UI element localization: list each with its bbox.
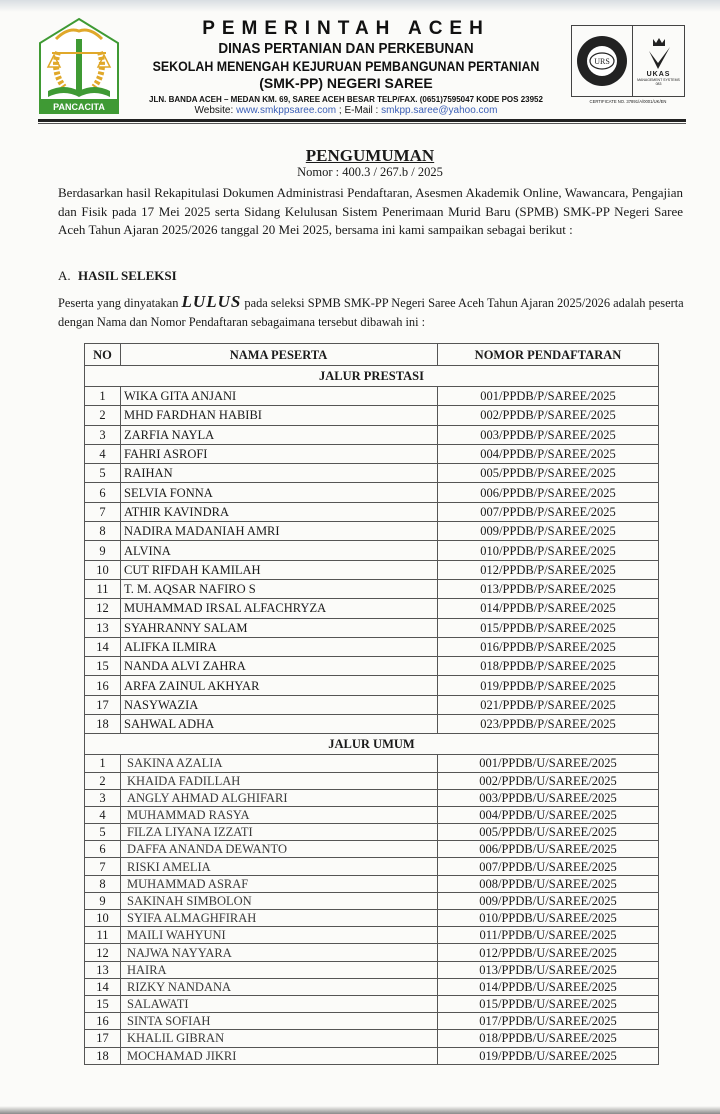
row-no: 5 [85,464,121,483]
row-reg: 019/PPDB/P/SAREE/2025 [438,676,659,695]
row-name: ATHIR KAVINDRA [121,502,438,521]
row-reg: 013/PPDB/P/SAREE/2025 [438,579,659,598]
document-title: PENGUMUMAN [305,146,435,165]
table-row [85,755,659,772]
pancacita-logo-icon [38,17,120,115]
row-reg: 021/PPDB/P/SAREE/2025 [438,695,659,714]
table-row [85,875,659,892]
table-row [85,483,659,502]
row-reg: 004/PPDB/P/SAREE/2025 [438,444,659,463]
row-reg: 001/PPDB/U/SAREE/2025 [438,755,659,772]
table-row [85,927,659,944]
row-name: CUT RIFDAH KAMILAH [121,560,438,579]
intro-paragraph: Berdasarkan hasil Rekapitulasi Dokumen Administrasi Pendaftaran, Asesmen Akademik Online, Wawancara, Pengajian dan Fisik pada 17 Mei 2025 serta Sidang Kelulusan Sistem Penerimaan Murid Baru (SPMB) SMK-PP Negeri Saree Aceh Tahun Ajaran 2025/2026 tanggal 20 Mei 2025, bersama ini kami sampaikan sebagai berikut : [58,185,683,237]
row-no: 15 [85,657,121,676]
email-link[interactable]: smkpp.saree@yahoo.com [381,105,498,116]
row-no: 15 [85,995,121,1012]
certification-box [571,25,685,97]
row-name: RAIHAN [121,464,438,483]
row-reg: 003/PPDB/U/SAREE/2025 [438,789,659,806]
row-reg: 019/PPDB/U/SAREE/2025 [438,1047,659,1064]
table-row [85,541,659,560]
letterhead-divider-thin [38,123,686,124]
table-row [85,1013,659,1030]
table-row [85,637,659,656]
row-reg: 014/PPDB/P/SAREE/2025 [438,599,659,618]
header-name: NAMA PESERTA [121,344,438,366]
row-reg: 008/PPDB/U/SAREE/2025 [438,875,659,892]
group-row [85,366,659,387]
row-no: 14 [85,978,121,995]
group-label: JALUR UMUM [85,734,659,755]
row-reg: 003/PPDB/P/SAREE/2025 [438,425,659,444]
agency-name: DINAS PERTANIAN DAN PERKEBUNAN [218,41,474,57]
row-no: 13 [85,961,121,978]
row-no: 16 [85,676,121,695]
row-name: FAHRI ASROFI [121,444,438,463]
contact-line [118,105,574,117]
table-row [85,579,659,598]
row-no: 13 [85,618,121,637]
urs-seal-icon [575,34,629,88]
header-no: NO [85,344,121,366]
row-name: KHAIDA FADILLAH [121,772,438,789]
row-name: NASYWAZIA [121,695,438,714]
row-reg: 023/PPDB/P/SAREE/2025 [438,715,659,734]
table-row [85,961,659,978]
row-reg: 002/PPDB/P/SAREE/2025 [438,406,659,425]
row-reg: 015/PPDB/U/SAREE/2025 [438,995,659,1012]
table-row [85,841,659,858]
address: JLN. BANDA ACEH – MEDAN KM. 69, SAREE ACEH BESAR TELP/FAX. (0651)7595047 KODE POS 23952 [149,95,543,104]
row-name: ANGLY AHMAD ALGHIFARI [121,789,438,806]
row-no: 5 [85,824,121,841]
row-reg: 014/PPDB/U/SAREE/2025 [438,978,659,995]
table-row [85,995,659,1012]
row-name: MUHAMMAD ASRAF [121,875,438,892]
table-row [85,772,659,789]
row-no: 3 [85,425,121,444]
row-no: 14 [85,637,121,656]
row-reg: 017/PPDB/U/SAREE/2025 [438,1013,659,1030]
row-name: SALAWATI [121,995,438,1012]
table-row [85,387,659,406]
row-reg: 006/PPDB/P/SAREE/2025 [438,483,659,502]
row-name: NAJWA NAYYARA [121,944,438,961]
row-name: SELVIA FONNA [121,483,438,502]
row-no: 2 [85,406,121,425]
header-reg: NOMOR PENDAFTARAN [438,344,659,366]
table-row [85,618,659,637]
row-no: 16 [85,1013,121,1030]
result-paragraph: Peserta yang dinyatakan LULUS pada seleksi SPMB SMK-PP Negeri Saree Aceh Tahun Ajaran 2025/2026 adalah peserta dengan Nama dan Nomor Pendaftaran sebagaimana tersebut dibawah ini : [58,292,684,329]
row-reg: 018/PPDB/U/SAREE/2025 [438,1030,659,1047]
row-name: SAKINA AZALIA [121,755,438,772]
table-body [85,366,659,1065]
row-no: 18 [85,715,121,734]
crown-check-icon [646,37,672,71]
ukas-mark: UKAS MANAGEMENT SYSTEMS 083 [633,26,684,96]
row-name: ZARFIA NAYLA [121,425,438,444]
row-reg: 005/PPDB/U/SAREE/2025 [438,824,659,841]
row-name: MUHAMMAD IRSAL ALFACHRYZA [121,599,438,618]
table-row [85,695,659,714]
row-name: ALIFKA ILMIRA [121,637,438,656]
row-name: SINTA SOFIAH [121,1013,438,1030]
table-row [85,806,659,823]
row-reg: 007/PPDB/U/SAREE/2025 [438,858,659,875]
row-reg: 005/PPDB/P/SAREE/2025 [438,464,659,483]
table-row [85,676,659,695]
table-row [85,892,659,909]
school-name: SEKOLAH MENENGAH KEJURUAN PEMBANGUNAN PERTANIAN [152,59,540,74]
row-no: 11 [85,927,121,944]
row-name: NANDA ALVI ZAHRA [121,657,438,676]
row-no: 7 [85,858,121,875]
row-name: SYIFA ALMAGHFIRAH [121,910,438,927]
row-reg: 018/PPDB/P/SAREE/2025 [438,657,659,676]
table-row [85,425,659,444]
table-row [85,599,659,618]
row-reg: 001/PPDB/P/SAREE/2025 [438,387,659,406]
row-name: FILZA LIYANA IZZATI [121,824,438,841]
row-no: 4 [85,444,121,463]
row-no: 8 [85,522,121,541]
row-reg: 013/PPDB/U/SAREE/2025 [438,961,659,978]
results-table [84,343,659,1065]
table-row [85,522,659,541]
table-row [85,1030,659,1047]
row-name: SYAHRANNY SALAM [121,618,438,637]
row-name: DAFFA ANANDA DEWANTO [121,841,438,858]
row-name: SAHWAL ADHA [121,715,438,734]
row-no: 17 [85,1030,121,1047]
row-no: 10 [85,910,121,927]
row-reg: 002/PPDB/U/SAREE/2025 [438,772,659,789]
row-reg: 012/PPDB/P/SAREE/2025 [438,560,659,579]
row-reg: 016/PPDB/P/SAREE/2025 [438,637,659,656]
table-row [85,464,659,483]
scan-shadow-top [0,0,720,12]
row-reg: 010/PPDB/U/SAREE/2025 [438,910,659,927]
row-no: 12 [85,944,121,961]
table-row [85,858,659,875]
certificate-number: CERTIFICATE NO. 37891/A/0001/UK/EN [589,99,667,104]
row-name: RIZKY NANDANA [121,978,438,995]
table-row [85,715,659,734]
row-no: 6 [85,841,121,858]
row-no: 9 [85,892,121,909]
row-name: MUHAMMAD RASYA [121,806,438,823]
row-no: 4 [85,806,121,823]
table-row [85,944,659,961]
lulus-keyword: LULUS [181,292,242,311]
row-reg: 015/PPDB/P/SAREE/2025 [438,618,659,637]
row-no: 6 [85,483,121,502]
row-reg: 009/PPDB/U/SAREE/2025 [438,892,659,909]
scan-shadow-bottom [0,1106,720,1114]
row-name: MAILI WAHYUNI [121,927,438,944]
table-row [85,406,659,425]
table-row [85,824,659,841]
row-name: HAIRA [121,961,438,978]
svg-text:URS: URS [594,57,610,66]
table-row [85,444,659,463]
row-name: RISKI AMELIA [121,858,438,875]
row-name: T. M. AQSAR NAFIRO S [121,579,438,598]
row-reg: 004/PPDB/U/SAREE/2025 [438,806,659,823]
row-name: MOCHAMAD JIKRI [121,1047,438,1064]
row-no: 12 [85,599,121,618]
table-row [85,1047,659,1064]
row-name: KHALIL GIBRAN [121,1030,438,1047]
row-no: 9 [85,541,121,560]
website-link[interactable]: www.smkppsaree.com [236,105,337,116]
row-no: 10 [85,560,121,579]
row-no: 1 [85,755,121,772]
row-name: MHD FARDHAN HABIBI [121,406,438,425]
row-no: 18 [85,1047,121,1064]
contact-separator: ; [336,105,345,116]
table-row [85,657,659,676]
row-reg: 006/PPDB/U/SAREE/2025 [438,841,659,858]
table-row [85,502,659,521]
row-name: SAKINAH SIMBOLON [121,892,438,909]
letterhead [118,18,574,117]
row-no: 3 [85,789,121,806]
section-heading: A. HASIL SELEKSI [58,268,177,283]
letterhead-divider [38,119,686,122]
gov-name: PEMERINTAH ACEH [202,18,490,39]
row-name: ARFA ZAINUL AKHYAR [121,676,438,695]
row-name: ALVINA [121,541,438,560]
row-reg: 009/PPDB/P/SAREE/2025 [438,522,659,541]
svg-text:PANCACITA: PANCACITA [53,102,105,112]
table-row [85,910,659,927]
table-header-row [85,344,659,366]
row-no: 8 [85,875,121,892]
row-reg: 010/PPDB/P/SAREE/2025 [438,541,659,560]
row-reg: 011/PPDB/U/SAREE/2025 [438,927,659,944]
row-no: 1 [85,387,121,406]
email-label: E-Mail : [344,105,379,116]
row-no: 7 [85,502,121,521]
table-row [85,789,659,806]
document-number: Nomor : 400.3 / 267.b / 2025 [297,165,443,179]
school-short-name: (SMK-PP) NEGERI SAREE [259,75,433,91]
row-name: WIKA GITA ANJANI [121,387,438,406]
urs-iso-seal [572,26,633,96]
table-row [85,978,659,995]
row-no: 17 [85,695,121,714]
row-reg: 012/PPDB/U/SAREE/2025 [438,944,659,961]
group-label: JALUR PRESTASI [85,366,659,387]
row-no: 2 [85,772,121,789]
table-row [85,560,659,579]
website-label: Website: [194,105,234,116]
row-no: 11 [85,579,121,598]
row-reg: 007/PPDB/P/SAREE/2025 [438,502,659,521]
row-name: NADIRA MADANIAH AMRI [121,522,438,541]
group-row [85,734,659,755]
